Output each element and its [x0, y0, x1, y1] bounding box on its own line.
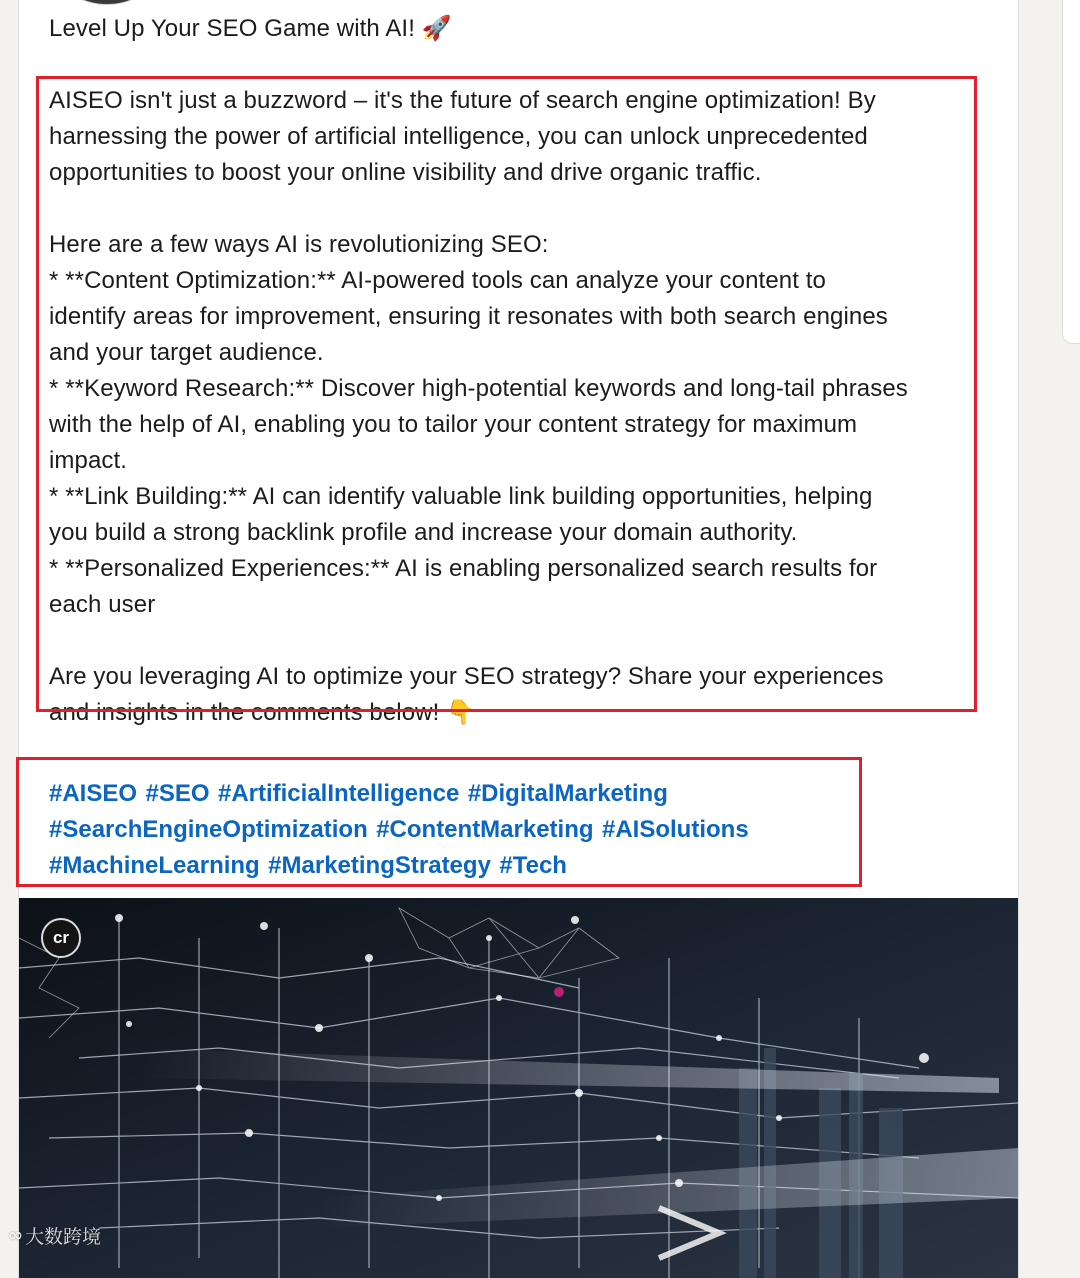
hashtag-link[interactable]: #AISEO [49, 780, 138, 807]
hashtag-line [49, 776, 753, 812]
paragraph-line: opportunities to boost your online visibility and drive organic traffic. [49, 159, 762, 186]
hashtag-link[interactable]: #SEO [145, 780, 210, 807]
hashtag-link[interactable]: #ArtificialIntelligence [217, 780, 460, 807]
list-intro: Here are a few ways AI is revolutionizing SEO: [49, 231, 549, 258]
hashtag-link[interactable]: #DigitalMarketing [467, 780, 668, 807]
paragraph-line: AISEO isn't just a buzzword – it's the future of search engine optimization! By [49, 87, 876, 114]
hashtag-link[interactable]: #Tech [499, 852, 567, 879]
list-line: you build a strong backlink profile and increase your domain authority. [49, 519, 798, 546]
paragraph-line: harnessing the power of artificial intelligence, you can unlock unprecedented [49, 123, 868, 150]
list-line: * **Link Building:** AI can identify valuable link building opportunities, helping [49, 483, 873, 510]
hashtag-link[interactable]: #SearchEngineOptimization [49, 816, 368, 843]
list-line: impact. [49, 447, 128, 474]
right-sidebar-card-edge [1062, 0, 1080, 344]
watermark-text: 大数跨境 [25, 1226, 102, 1248]
list-line: * **Keyword Research:** Discover high-potential keywords and long-tail phrases [49, 375, 908, 402]
watermark-logo-icon: ∞ [8, 1225, 21, 1246]
feed-post [18, 0, 1019, 1278]
list-line: * **Personalized Experiences:** AI is enabling personalized search results for [49, 555, 878, 582]
hashtag-line [49, 812, 753, 848]
list-line: each user [49, 591, 156, 618]
hashtag-link[interactable]: #AISolutions [602, 816, 749, 843]
list-line: with the help of AI, enabling you to tailor your content strategy for maximum [49, 411, 858, 438]
closing-line: and insights in the comments below! 👇 [49, 699, 477, 726]
hashtag-link[interactable]: #MarketingStrategy [268, 852, 491, 879]
post-title-line: Level Up Your SEO Game with AI! 🚀 [49, 15, 452, 42]
author-avatar[interactable] [67, 0, 147, 4]
content-credentials-badge[interactable]: cr [41, 918, 81, 958]
closing-line: Are you leveraging AI to optimize your SEO strategy? Share your experiences [49, 663, 884, 690]
post-header [19, 0, 1018, 8]
list-line: and your target audience. [49, 339, 324, 366]
hashtag-link[interactable]: #ContentMarketing [376, 816, 594, 843]
post-image[interactable] [19, 898, 1018, 1278]
list-line: * **Content Optimization:** AI-powered tools can analyze your content to [49, 267, 826, 294]
watermark [8, 1222, 101, 1249]
hashtag-link[interactable]: #MachineLearning [49, 852, 260, 879]
list-line: identify areas for improvement, ensuring it resonates with both search engines [49, 303, 888, 330]
hashtag-line [49, 848, 753, 884]
hashtag-block [49, 776, 753, 884]
ai-network-illustration [19, 898, 1018, 1278]
